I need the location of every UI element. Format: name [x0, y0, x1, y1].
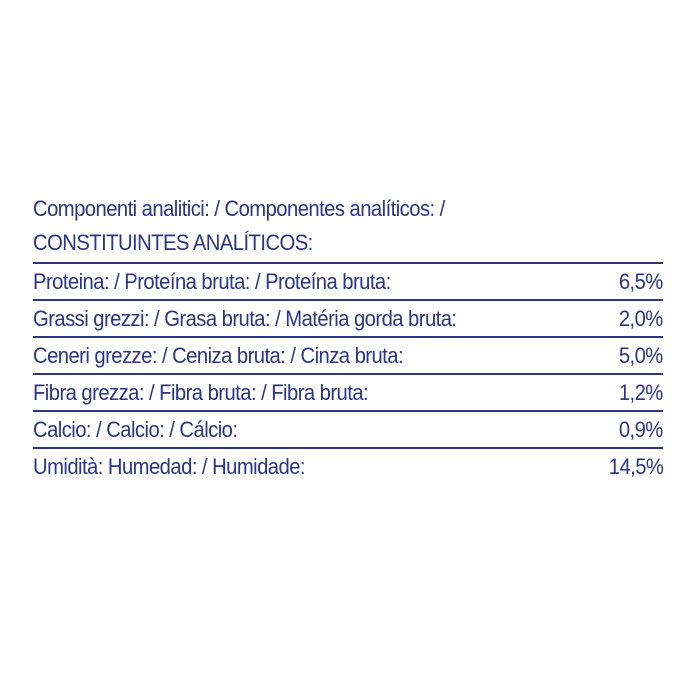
- table-row-moisture: [33, 449, 663, 484]
- analytical-components-panel: [33, 192, 663, 484]
- row-value: 14,5%: [608, 453, 663, 479]
- row-value: 1,2%: [619, 379, 663, 405]
- row-value: 0,9%: [619, 416, 663, 442]
- row-label: Calcio: / Calcio: / Cálcio:: [33, 416, 238, 442]
- row-value: 2,0%: [619, 305, 663, 331]
- row-label: Proteina: / Proteína bruta: / Proteína bruta:: [33, 268, 391, 294]
- row-label: Fibra grezza: / Fibra bruta: / Fibra bruta:: [33, 379, 369, 405]
- heading-line-1: Componenti analitici: / Componentes analíticos: /: [33, 196, 445, 221]
- table-row-protein: [33, 264, 663, 301]
- row-value: 6,5%: [619, 268, 663, 294]
- table-row-calcium: [33, 412, 663, 449]
- heading-line-2: CONSTITUINTES ANALÍTICOS:: [33, 230, 313, 255]
- components-table: [33, 262, 663, 484]
- row-label: Umidità: Humedad: / Humidade:: [33, 453, 305, 479]
- table-row-fat: [33, 301, 663, 338]
- panel-heading: [33, 192, 613, 262]
- row-label: Grassi grezzi: / Grasa bruta: / Matéria gorda bruta:: [33, 305, 457, 331]
- row-label: Ceneri grezze: / Ceniza bruta: / Cinza bruta:: [33, 342, 404, 368]
- row-value: 5,0%: [619, 342, 663, 368]
- table-row-fibre: [33, 375, 663, 412]
- table-row-ash: [33, 338, 663, 375]
